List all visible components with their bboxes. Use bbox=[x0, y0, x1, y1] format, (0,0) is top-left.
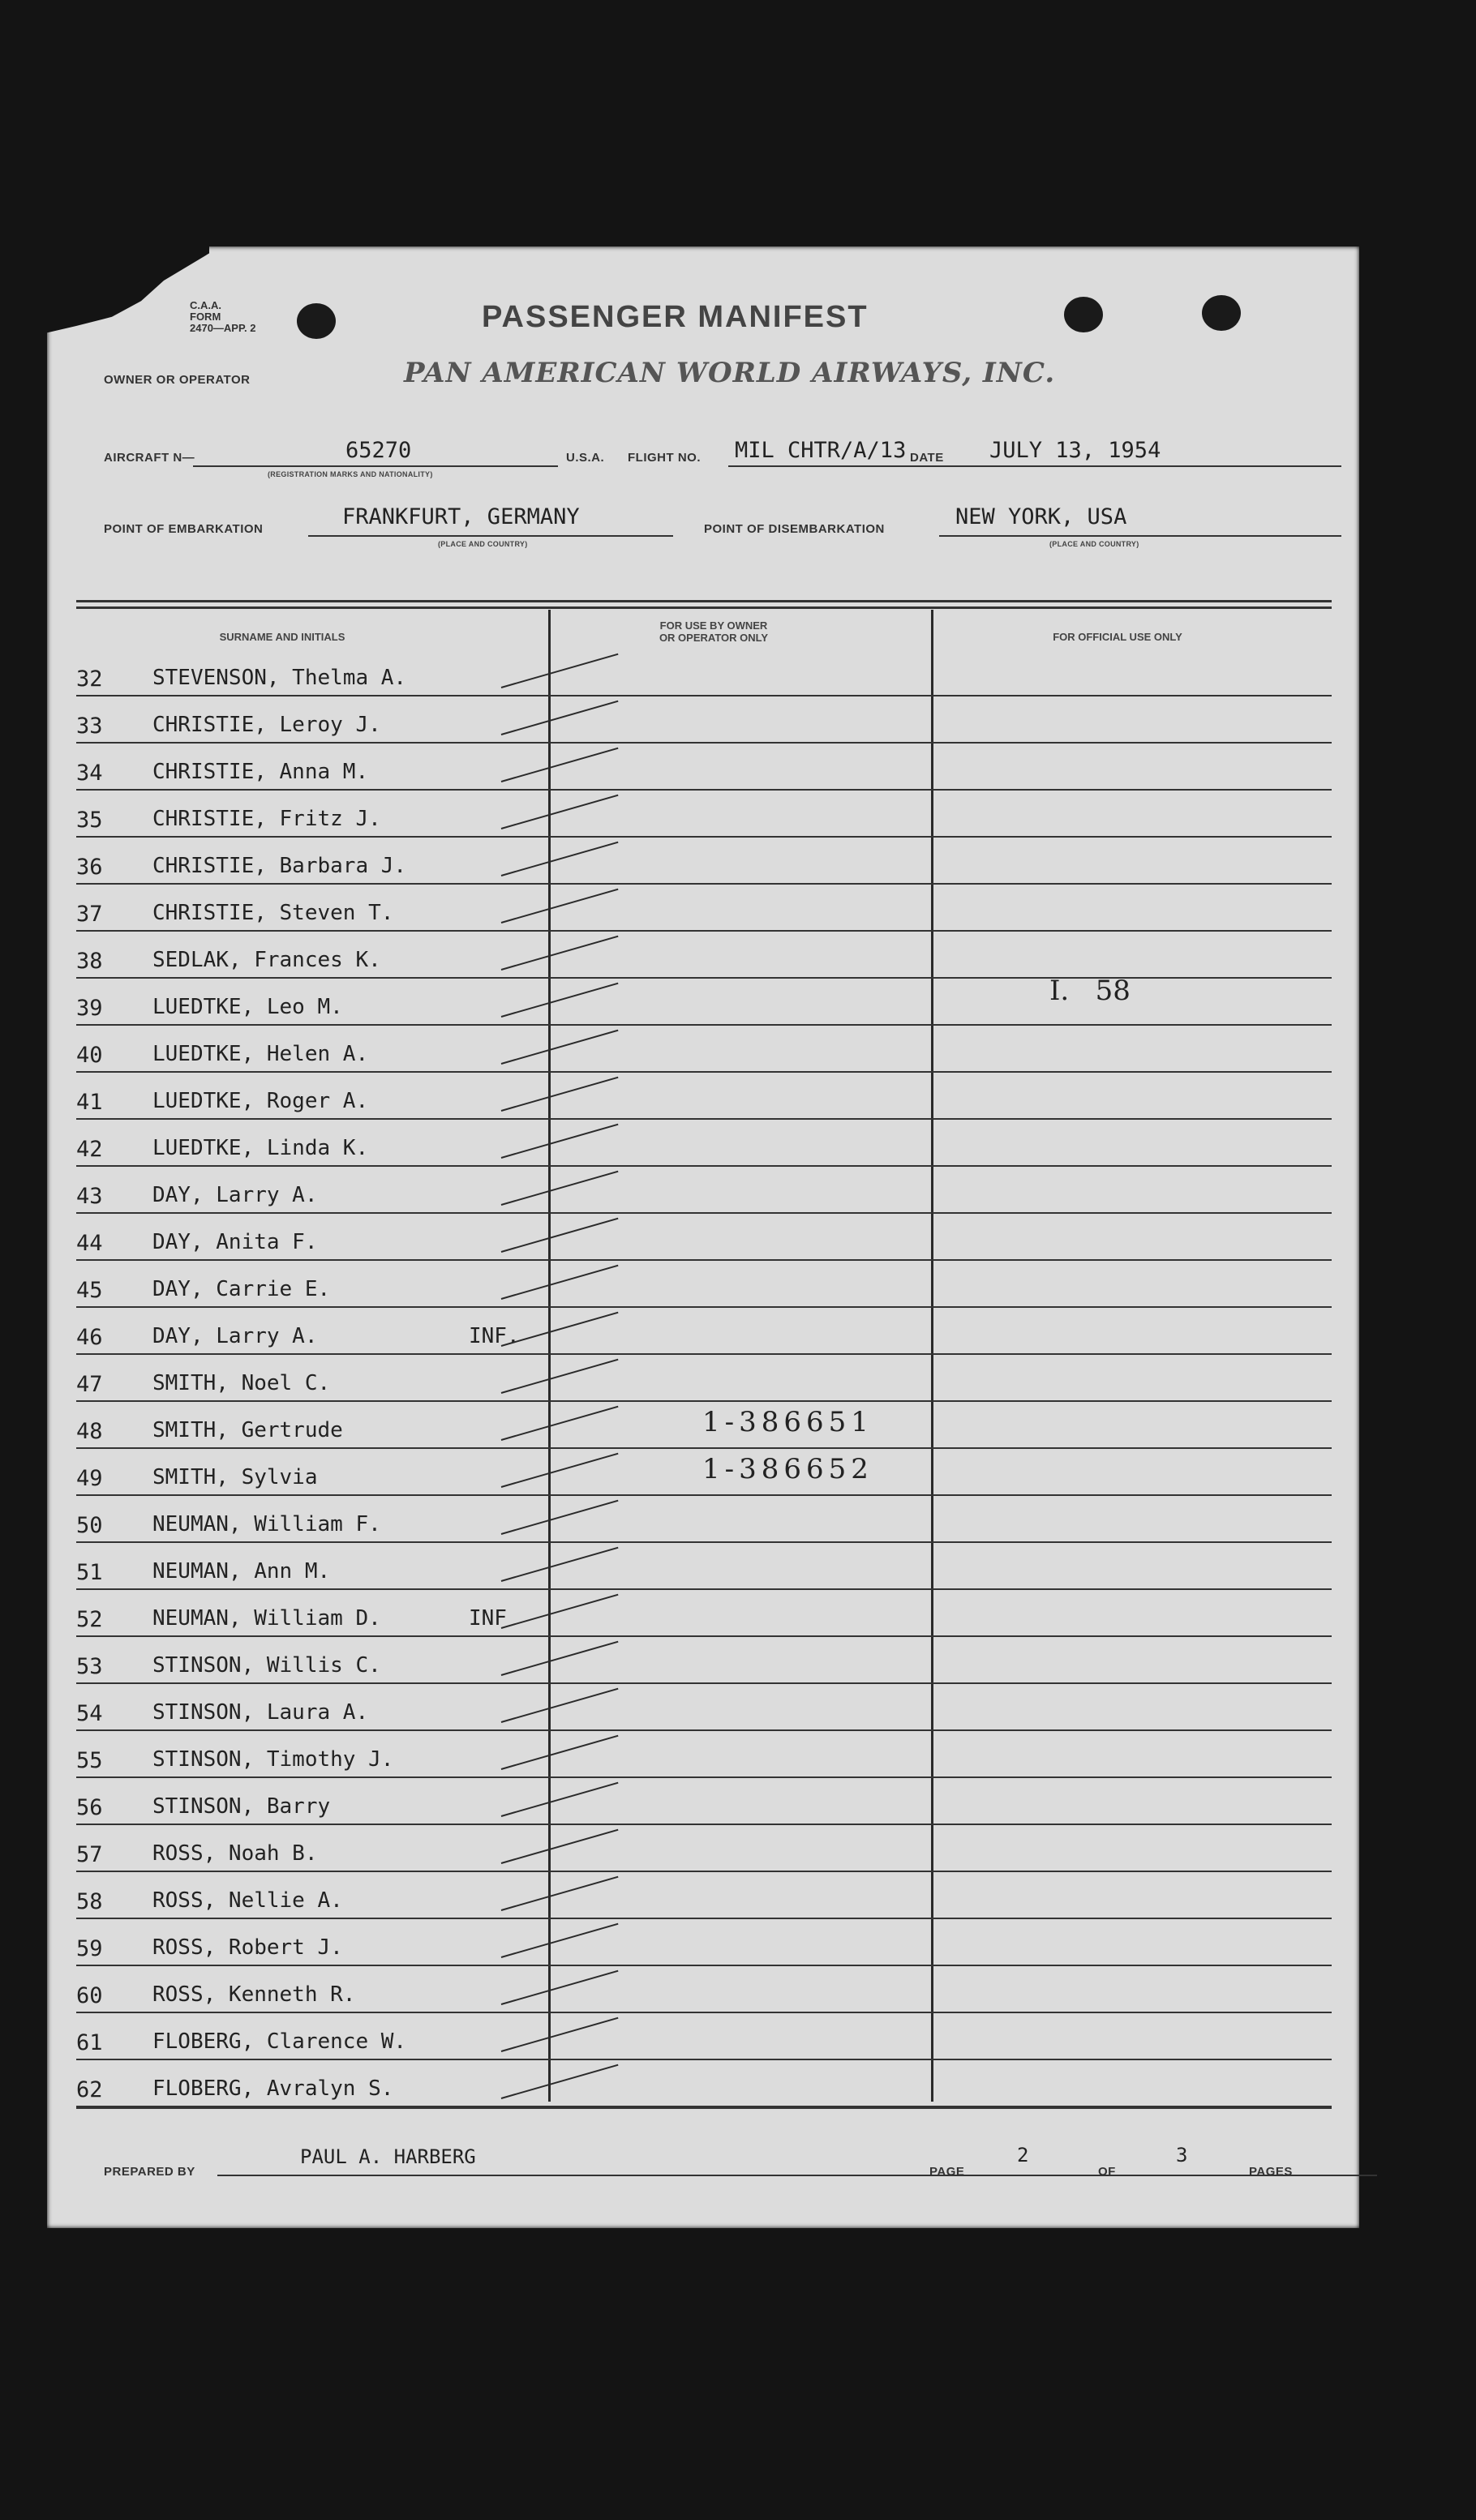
check-mark bbox=[501, 842, 619, 876]
check-mark bbox=[501, 1406, 619, 1441]
page-label: PAGE bbox=[929, 2165, 965, 2179]
table-row bbox=[47, 1308, 1359, 1355]
table-row bbox=[47, 744, 1359, 791]
passenger-number: 59 bbox=[76, 1936, 103, 1961]
passenger-name: NEUMAN, Ann M. bbox=[152, 1559, 331, 1584]
page-value: 2 bbox=[1017, 2144, 1029, 2166]
table-row bbox=[47, 1167, 1359, 1214]
passenger-number: 39 bbox=[76, 996, 103, 1021]
table-row bbox=[47, 1919, 1359, 1966]
passenger-number: 42 bbox=[76, 1137, 103, 1162]
aircraft-caption: (REGISTRATION MARKS AND NATIONALITY) bbox=[268, 470, 433, 478]
check-mark bbox=[501, 889, 619, 924]
usa-label: U.S.A. bbox=[566, 451, 605, 465]
check-mark bbox=[501, 1171, 619, 1206]
passenger-number: 32 bbox=[76, 666, 103, 692]
embarkation-label: POINT OF EMBARKATION bbox=[104, 522, 264, 536]
passenger-name: FLOBERG, Clarence W. bbox=[152, 2029, 407, 2054]
header-rule-top bbox=[76, 600, 1332, 602]
check-mark bbox=[501, 654, 619, 688]
passenger-number: 40 bbox=[76, 1043, 103, 1068]
check-mark bbox=[501, 795, 619, 829]
table-row bbox=[47, 791, 1359, 838]
check-mark bbox=[501, 701, 619, 735]
official-mark-row-39: I. 58 bbox=[1049, 975, 1131, 1007]
passenger-name: LUEDTKE, Leo M. bbox=[152, 995, 343, 1019]
passenger-name: SEDLAK, Frances K. bbox=[152, 948, 381, 972]
embarkation-caption: (PLACE AND COUNTRY) bbox=[438, 540, 528, 548]
table-row bbox=[47, 979, 1359, 1026]
check-mark bbox=[501, 1594, 619, 1629]
check-mark bbox=[501, 1735, 619, 1770]
passenger-number: 54 bbox=[76, 1701, 103, 1726]
passenger-name: CHRISTIE, Anna M. bbox=[152, 760, 369, 784]
of-value: 3 bbox=[1176, 2144, 1188, 2166]
passenger-name: DAY, Larry A. bbox=[152, 1324, 318, 1348]
passenger-number: 56 bbox=[76, 1795, 103, 1820]
table-row bbox=[47, 885, 1359, 932]
passenger-name: SMITH, Sylvia bbox=[152, 1465, 318, 1489]
passenger-name: SMITH, Noel C. bbox=[152, 1371, 331, 1395]
table-row bbox=[47, 1684, 1359, 1731]
check-mark bbox=[501, 983, 619, 1018]
passenger-name: DAY, Anita F. bbox=[152, 1230, 318, 1254]
passenger-number: 44 bbox=[76, 1231, 103, 1256]
passenger-number: 52 bbox=[76, 1607, 103, 1632]
table-row bbox=[47, 2013, 1359, 2060]
passenger-name: CHRISTIE, Leroy J. bbox=[152, 713, 381, 737]
passenger-number: 41 bbox=[76, 1090, 103, 1115]
date-value: JULY 13, 1954 bbox=[989, 438, 1161, 463]
passenger-name: FLOBERG, Avralyn S. bbox=[152, 2076, 394, 2101]
passenger-number: 53 bbox=[76, 1654, 103, 1679]
passenger-name: NEUMAN, William D. bbox=[152, 1606, 381, 1631]
passenger-number: 48 bbox=[76, 1419, 103, 1444]
passenger-name: CHRISTIE, Steven T. bbox=[152, 901, 394, 925]
check-mark bbox=[501, 1970, 619, 2005]
passenger-number: 61 bbox=[76, 2030, 103, 2055]
passenger-name: ROSS, Nellie A. bbox=[152, 1888, 343, 1913]
check-mark bbox=[501, 1782, 619, 1817]
passenger-number: 33 bbox=[76, 714, 103, 739]
passenger-name: LUEDTKE, Helen A. bbox=[152, 1042, 369, 1066]
punch-hole-right bbox=[1202, 295, 1241, 331]
check-mark bbox=[501, 1265, 619, 1300]
header-rule-bottom bbox=[76, 606, 1332, 609]
passenger-name: STINSON, Laura A. bbox=[152, 1700, 369, 1725]
table-row bbox=[47, 1496, 1359, 1543]
footer-rule bbox=[76, 2106, 1332, 2109]
table-row bbox=[47, 1214, 1359, 1261]
column-header-names: SURNAME AND INITIALS bbox=[219, 631, 345, 643]
ticket-number-row-49: 1-386652 bbox=[702, 1453, 873, 1485]
passenger-number: 34 bbox=[76, 761, 103, 786]
passenger-number: 55 bbox=[76, 1748, 103, 1773]
table-row bbox=[47, 1966, 1359, 2013]
aircraft-underline bbox=[193, 465, 558, 467]
column-header-official-use: FOR OFFICIAL USE ONLY bbox=[1053, 631, 1182, 643]
passenger-number: 37 bbox=[76, 902, 103, 927]
table-row bbox=[47, 1872, 1359, 1919]
passenger-number: 47 bbox=[76, 1372, 103, 1397]
passenger-number: 43 bbox=[76, 1184, 103, 1209]
table-row bbox=[47, 1355, 1359, 1402]
table-row bbox=[47, 1026, 1359, 1073]
passenger-name: STEVENSON, Thelma A. bbox=[152, 666, 407, 690]
table-row bbox=[47, 1261, 1359, 1308]
passenger-name: ROSS, Noah B. bbox=[152, 1841, 318, 1866]
check-mark bbox=[501, 936, 619, 971]
manifest-sheet bbox=[47, 246, 1359, 2228]
passenger-number: 51 bbox=[76, 1560, 103, 1585]
prepared-by-value: PAUL A. HARBERG bbox=[300, 2145, 476, 2168]
passenger-number: 57 bbox=[76, 1842, 103, 1867]
check-mark bbox=[501, 1547, 619, 1582]
table-row bbox=[47, 649, 1359, 696]
passenger-name: DAY, Larry A. bbox=[152, 1183, 318, 1207]
page-title: PASSENGER MANIFEST bbox=[482, 300, 869, 334]
table-row bbox=[47, 1778, 1359, 1825]
passenger-number: 46 bbox=[76, 1325, 103, 1350]
check-mark bbox=[501, 1876, 619, 1911]
passenger-number: 36 bbox=[76, 855, 103, 880]
table-row bbox=[47, 696, 1359, 744]
passenger-name: STINSON, Willis C. bbox=[152, 1653, 381, 1678]
check-mark bbox=[501, 1688, 619, 1723]
passenger-name: STINSON, Barry bbox=[152, 1794, 331, 1819]
torn-corner bbox=[47, 246, 209, 360]
passenger-name: ROSS, Kenneth R. bbox=[152, 1982, 356, 2007]
passenger-note: INF. bbox=[469, 1324, 520, 1348]
passenger-number: 58 bbox=[76, 1889, 103, 1914]
check-mark bbox=[501, 1453, 619, 1488]
passenger-number: 50 bbox=[76, 1513, 103, 1538]
check-mark bbox=[501, 1500, 619, 1535]
passenger-number: 49 bbox=[76, 1466, 103, 1491]
aircraft-value: 65270 bbox=[345, 438, 412, 463]
column-header-owner-use: FOR USE BY OWNER OR OPERATOR ONLY bbox=[659, 619, 769, 644]
disembarkation-caption: (PLACE AND COUNTRY) bbox=[1049, 540, 1139, 548]
table-row bbox=[47, 838, 1359, 885]
passenger-name: CHRISTIE, Fritz J. bbox=[152, 807, 381, 831]
passenger-name: STINSON, Timothy J. bbox=[152, 1747, 394, 1772]
check-mark bbox=[501, 1218, 619, 1253]
embarkation-value: FRANKFURT, GERMANY bbox=[342, 504, 580, 529]
aircraft-label: AIRCRAFT N— bbox=[104, 451, 195, 465]
passenger-number: 38 bbox=[76, 949, 103, 974]
table-row bbox=[47, 1731, 1359, 1778]
table-row bbox=[47, 1637, 1359, 1684]
check-mark bbox=[501, 1124, 619, 1159]
prepared-underline bbox=[217, 2175, 1377, 2176]
prepared-by-label: PREPARED BY bbox=[104, 2165, 195, 2179]
check-mark bbox=[501, 1641, 619, 1676]
passenger-number: 62 bbox=[76, 2077, 103, 2102]
punch-hole-left bbox=[297, 303, 336, 339]
embarkation-underline bbox=[308, 535, 673, 537]
operator-name: PAN AMERICAN WORLD AIRWAYS, INC. bbox=[404, 357, 1056, 389]
passenger-number: 60 bbox=[76, 1983, 103, 2008]
table-row bbox=[47, 1073, 1359, 1120]
date-label: DATE bbox=[910, 451, 944, 465]
check-mark bbox=[501, 748, 619, 782]
table-row bbox=[47, 2060, 1359, 2107]
passenger-number: 35 bbox=[76, 808, 103, 833]
passenger-number: 45 bbox=[76, 1278, 103, 1303]
form-code: C.A.A. FORM 2470—APP. 2 bbox=[190, 299, 256, 334]
check-mark bbox=[501, 2017, 619, 2052]
ticket-number-row-48: 1-386651 bbox=[702, 1406, 873, 1438]
check-mark bbox=[501, 1829, 619, 1864]
disembarkation-label: POINT OF DISEMBARKATION bbox=[704, 522, 885, 536]
disembarkation-underline bbox=[939, 535, 1341, 537]
table-row bbox=[47, 932, 1359, 979]
table-row bbox=[47, 1590, 1359, 1637]
passenger-name: DAY, Carrie E. bbox=[152, 1277, 331, 1301]
check-mark bbox=[501, 1030, 619, 1065]
check-mark bbox=[501, 2064, 619, 2099]
passenger-name: ROSS, Robert J. bbox=[152, 1935, 343, 1960]
table-row bbox=[47, 1825, 1359, 1872]
table-row bbox=[47, 1120, 1359, 1167]
flight-underline bbox=[728, 465, 1341, 467]
passenger-name: LUEDTKE, Linda K. bbox=[152, 1136, 369, 1160]
passenger-name: SMITH, Gertrude bbox=[152, 1418, 343, 1442]
flight-label: FLIGHT NO. bbox=[628, 451, 701, 465]
passenger-note: INF bbox=[469, 1606, 507, 1631]
of-label: OF bbox=[1098, 2165, 1116, 2179]
pages-label: PAGES bbox=[1249, 2165, 1293, 2179]
passenger-name: CHRISTIE, Barbara J. bbox=[152, 854, 407, 878]
table-row bbox=[47, 1543, 1359, 1590]
check-mark bbox=[501, 1923, 619, 1958]
check-mark bbox=[501, 1077, 619, 1112]
passenger-name: LUEDTKE, Roger A. bbox=[152, 1089, 369, 1113]
passenger-name: NEUMAN, William F. bbox=[152, 1512, 381, 1536]
owner-label: OWNER OR OPERATOR bbox=[104, 373, 251, 387]
flight-value: MIL CHTR/A/13 bbox=[735, 438, 907, 463]
punch-hole-middle bbox=[1064, 297, 1103, 332]
disembarkation-value: NEW YORK, USA bbox=[955, 504, 1127, 529]
check-mark bbox=[501, 1359, 619, 1394]
